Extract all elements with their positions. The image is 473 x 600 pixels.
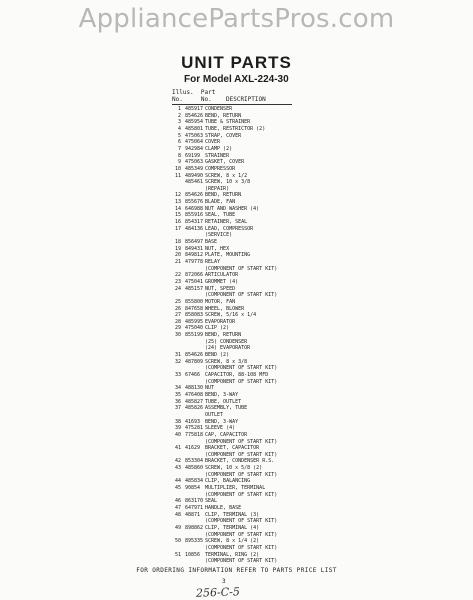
illus-number: 50: [174, 538, 181, 545]
part-description: SCREW, 8 x 1/4 (2): [205, 538, 260, 545]
illus-number: 43: [174, 465, 181, 472]
part-description: TUBE, OUTLET: [205, 398, 242, 405]
part-number: 847658: [185, 305, 204, 312]
part-description: (SERVICE): [205, 232, 233, 239]
part-number: 856497: [185, 239, 204, 245]
illus-header: Illus.: [172, 89, 194, 96]
part-number: 485349: [185, 165, 204, 172]
part-description: (COMPONENT OF START KIT): [205, 531, 278, 538]
illus-number: 24: [174, 285, 181, 292]
illus-number: 19: [174, 245, 181, 252]
model-subtitle: For Model AXL-224-30: [184, 74, 289, 85]
part-description: SCREW, 8 x 1/2: [205, 172, 248, 179]
part-number: 895335: [185, 538, 204, 545]
part-number: 898862: [185, 524, 204, 531]
part-number: 853304: [185, 458, 204, 465]
part-number: 475040: [185, 325, 204, 332]
illus-number: 33: [174, 372, 181, 378]
part-description: (COMPONENT OF START KIT): [205, 544, 278, 551]
page-title: UNIT PARTS: [181, 53, 292, 72]
part-number: 485826: [185, 405, 204, 412]
no-header: No.: [172, 96, 183, 103]
part-description: BASE: [205, 239, 218, 245]
part-description: ASSEMBLY, TUBE: [205, 405, 248, 412]
part-number: 942984: [185, 145, 204, 152]
part-description: COMPRESSOR: [205, 165, 236, 172]
part-number: 475041: [185, 278, 204, 285]
part-description: PLATE, MOUNTING: [205, 252, 251, 259]
part-number: 90854: [185, 485, 201, 492]
illus-number: 25: [174, 298, 181, 305]
part-header: Part: [200, 89, 216, 96]
illus-number: 47: [174, 505, 181, 511]
illus-number: 17: [174, 225, 181, 232]
part-number: 475064: [185, 139, 204, 146]
header-rule: [172, 104, 292, 105]
part-description: BEND (2): [205, 352, 230, 359]
part-number: 863170: [185, 498, 204, 505]
illus-number: 28: [174, 318, 181, 325]
illus-number: 46: [174, 498, 181, 505]
illus-number: 9: [177, 159, 181, 166]
illus-number: 29: [174, 325, 181, 332]
part-description: BEND, 3-WAY: [205, 391, 239, 398]
part-number: 485801: [185, 125, 204, 132]
part-number: 487809: [185, 358, 204, 365]
illus-number: 13: [174, 199, 181, 206]
part-description: (COMPONENT OF START KIT): [205, 438, 278, 445]
illus-number: 51: [174, 551, 181, 558]
part-description: OUTLET: [205, 411, 224, 418]
part-description: (COMPONENT OF START KIT): [205, 491, 278, 498]
part-number: 479778: [185, 258, 204, 265]
column-header-top: [172, 89, 215, 96]
part-description: BEND, 3-WAY: [205, 418, 239, 425]
part-description: COVER: [205, 139, 221, 146]
part-description: (COMPONENT OF START KIT): [205, 365, 278, 372]
handwritten-note: 256-C-5: [195, 585, 241, 600]
part-description: SCREW, 10 x 3/8: [205, 179, 251, 186]
illus-number: 21: [174, 258, 181, 265]
illus-number: 2: [177, 112, 181, 119]
part-description: BLADE, FAN: [205, 199, 236, 206]
part-number: 475063: [185, 159, 204, 166]
part-description: LEAD, COMPRESSOR: [205, 225, 254, 232]
illus-number: 44: [174, 478, 181, 485]
illus-number: 27: [174, 312, 181, 319]
part-number: 485157: [185, 285, 204, 292]
part-number: 854626: [185, 352, 204, 359]
illus-number: 10: [174, 165, 181, 172]
part-description: BRACKET, CONDENSER R.S.: [205, 458, 275, 465]
part-description: ARTICULATOR: [205, 272, 239, 279]
illus-number: 37: [174, 405, 181, 412]
part-description: BEND, RETURN: [205, 192, 242, 199]
part-number: 48871: [185, 511, 201, 518]
part-number: 855800: [185, 298, 204, 305]
part-description: CLIP, TERMINAL (3): [205, 511, 260, 518]
illus-number: 16: [174, 219, 181, 226]
part-description: (COMPONENT OF START KIT): [205, 292, 278, 299]
part-number: 488130: [185, 385, 204, 392]
illus-number: 38: [174, 418, 181, 425]
column-header: [172, 96, 212, 103]
part-number: 855199: [185, 332, 204, 339]
description-header: DESCRIPTION: [226, 96, 266, 103]
part-description: TUBE, RESTRICTOR (2): [205, 125, 266, 132]
part-number: 69199: [185, 152, 201, 159]
part-description: RETAINER, SEAL: [205, 219, 248, 226]
illus-number: 49: [174, 524, 181, 531]
part-number: 855916: [185, 212, 204, 219]
illus-number: 8: [177, 152, 181, 159]
illus-number: 31: [174, 352, 181, 359]
part-number: 485954: [185, 119, 204, 126]
illus-number: 7: [177, 145, 181, 152]
illus-number: 30: [174, 332, 181, 339]
illus-number: 11: [174, 172, 181, 179]
illus-number: 3: [177, 119, 181, 126]
part-number: 854626: [185, 112, 204, 119]
part-number: 476408: [185, 391, 204, 398]
part-description: BEND, RETURN: [205, 112, 242, 119]
part-number: 647971: [185, 505, 204, 511]
part-number: 475281: [185, 425, 204, 432]
part-description: GROMMET (4): [205, 278, 239, 285]
part-description: (24) EVAPORATOR: [205, 345, 251, 352]
part-number: 872066: [185, 272, 204, 279]
illus-number: 48: [174, 511, 181, 518]
illus-number: 41: [174, 445, 181, 452]
part-description: SCREW, 8 x 3/8: [205, 358, 248, 365]
part-description: CLIP, TERMINAL (4): [205, 524, 260, 531]
illus-number: 14: [174, 205, 181, 212]
part-number: 41693: [185, 418, 201, 425]
part-description: (COMPONENT OF START KIT): [205, 558, 278, 565]
part-description: SCREW, 10 x 5/8 (2): [205, 465, 263, 472]
illus-number: 40: [174, 431, 181, 438]
part-description: SEAL: [205, 498, 218, 505]
part-number: 646988: [185, 205, 204, 212]
part-description: (COMPONENT OF START KIT): [205, 471, 278, 478]
illus-number: 26: [174, 305, 181, 312]
part-description: TERMINAL, RING (2): [205, 551, 260, 558]
part-description: SCREW, 5/16 x 1/4: [205, 312, 257, 319]
illus-number: 39: [174, 425, 181, 432]
illus-number: 32: [174, 358, 181, 365]
part-number: 484136: [185, 225, 204, 232]
page-number: 3: [222, 578, 226, 585]
part-description: NUT AND WASHER (4): [205, 205, 260, 212]
part-description: MULTIPLIER, TERMINAL: [205, 485, 266, 492]
illus-number: 23: [174, 278, 181, 285]
part-description: CAPACITOR, 88-108 MFD: [205, 372, 269, 378]
part-description: (COMPONENT OF START KIT): [205, 518, 278, 525]
watermark: AppliancePartsPros.com: [78, 4, 395, 34]
part-description: CLIP (2): [205, 325, 230, 332]
part-description: (COMPONENT OF START KIT): [205, 451, 278, 458]
parts-list: [168, 106, 378, 570]
part-number: 10856: [185, 551, 201, 558]
part-description: (COMPONENT OF START KIT): [205, 378, 278, 385]
illus-number: 35: [174, 391, 181, 398]
part-description: SEAL, TUBE: [205, 212, 236, 219]
part-description: SLEEVE (4): [205, 425, 236, 432]
part-no-header: No.: [200, 96, 212, 103]
part-description: (25) CONDENSER: [205, 338, 248, 345]
illus-number: 5: [177, 132, 181, 139]
part-description: (COMPONENT OF START KIT): [205, 265, 278, 272]
part-description: CONDENSER: [205, 106, 233, 112]
illus-number: 12: [174, 192, 181, 199]
part-number: 485917: [185, 106, 204, 112]
part-number: 855676: [185, 199, 204, 206]
illus-number: 45: [174, 485, 181, 492]
part-number: 485834: [185, 478, 204, 485]
part-description: NUT, SPEED: [205, 285, 236, 292]
part-number: 67466: [185, 372, 201, 378]
part-description: (REPAIR): [205, 185, 230, 192]
part-description: BRACKET, CAPACITOR: [205, 445, 260, 452]
part-description: CLIP, BALANCING: [205, 478, 251, 485]
illus-number: 42: [174, 458, 181, 465]
part-number: 775818: [185, 431, 204, 438]
illus-number: 20: [174, 252, 181, 259]
part-number: 485995: [185, 318, 204, 325]
part-number: 485827: [185, 398, 204, 405]
part-description: STRAINER: [205, 152, 230, 159]
illus-number: 36: [174, 398, 181, 405]
part-number: 849812: [185, 252, 204, 259]
part-description: STRAP, COVER: [205, 132, 242, 139]
part-number: 485461: [185, 179, 204, 186]
part-number: 849431: [185, 245, 204, 252]
illus-number: 22: [174, 272, 181, 279]
illus-number: 34: [174, 385, 181, 392]
illus-number: 15: [174, 212, 181, 219]
part-description: TUBE & STRAINER: [205, 119, 251, 126]
part-number: 854317: [185, 219, 204, 226]
illus-number: 6: [177, 139, 181, 146]
illus-number: 18: [174, 239, 181, 245]
part-description: WHEEL, BLOWER: [205, 305, 245, 312]
part-number: 475063: [185, 132, 204, 139]
part-number: 858083: [185, 312, 204, 319]
part-description: CAP, CAPACITOR: [205, 431, 248, 438]
part-number: 41629: [185, 445, 201, 452]
part-description: HANDLE, BASE: [205, 505, 242, 511]
part-description: BEND, RETURN: [205, 332, 242, 339]
part-description: MOTOR, FAN: [205, 298, 236, 305]
illus-number: 4: [177, 125, 181, 132]
part-description: GASKET, COVER: [205, 159, 245, 166]
part-description: CLAMP (2): [205, 145, 233, 152]
part-number: 485860: [185, 465, 204, 472]
illus-number: 1: [177, 106, 181, 112]
ordering-footer: FOR ORDERING INFORMATION REFER TO PARTS PRICE LIST: [136, 567, 337, 574]
part-description: RELAY: [205, 258, 221, 265]
part-number: 489490: [185, 172, 204, 179]
part-description: NUT, HEX: [205, 245, 230, 252]
part-description: NUT: [205, 385, 215, 392]
part-number: 854626: [185, 192, 204, 199]
part-description: EVAPORATOR: [205, 318, 236, 325]
